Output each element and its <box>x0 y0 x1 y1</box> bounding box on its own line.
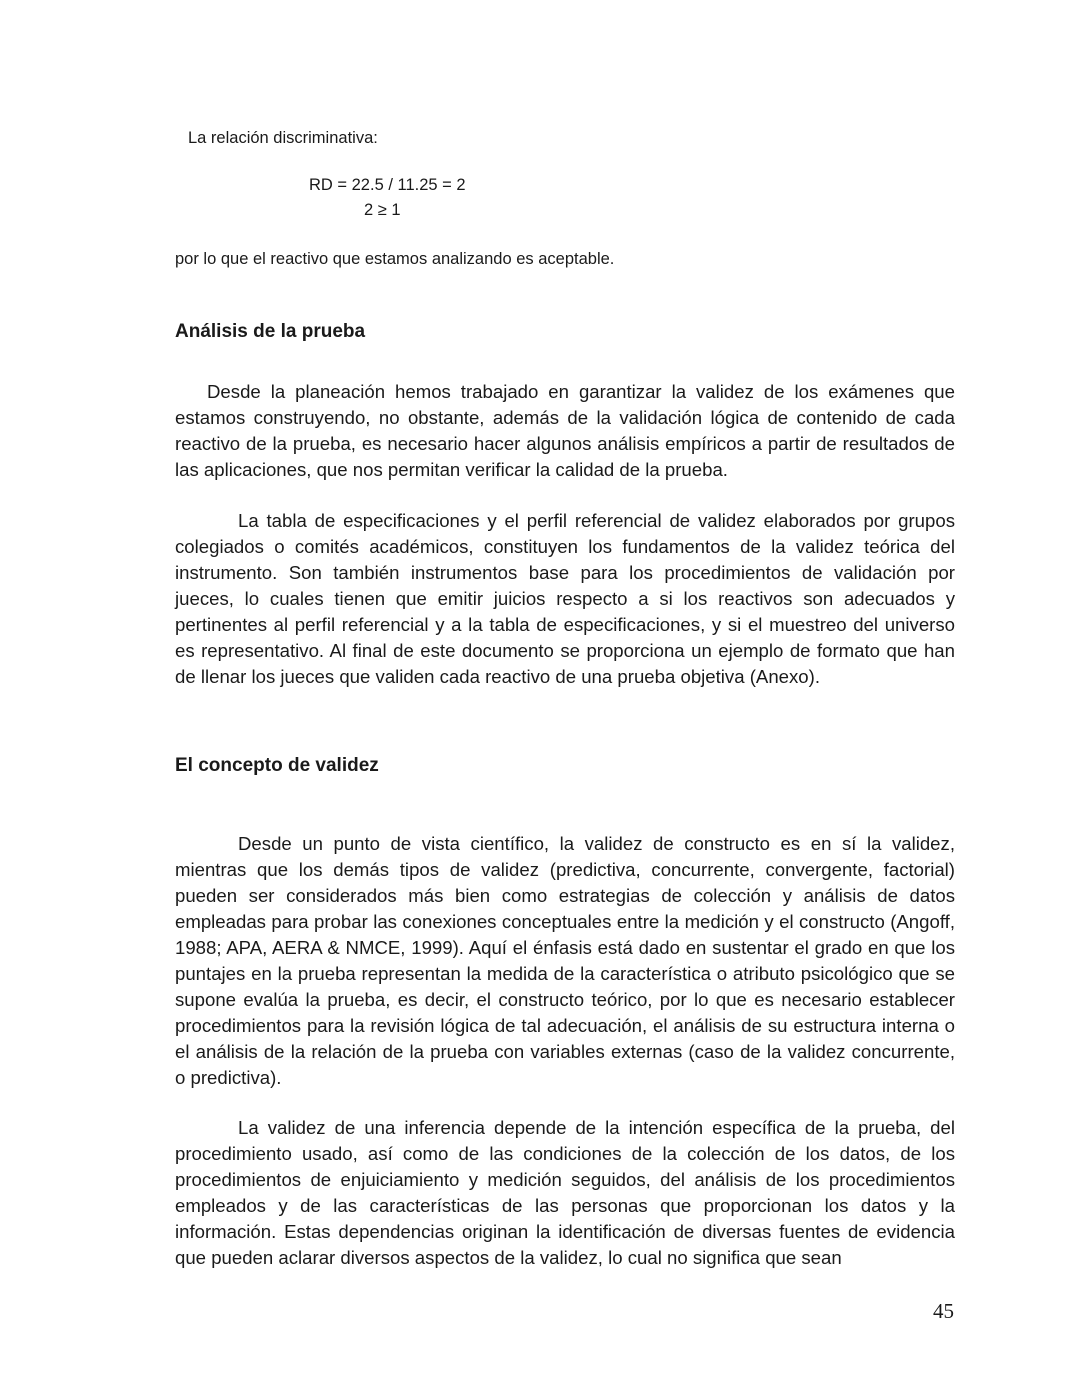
section-heading-validez: El concepto de validez <box>175 755 379 776</box>
discriminative-ratio-label: La relación discriminativa: <box>188 129 378 147</box>
paragraph-analisis-2: La tabla de especificaciones y el perfil referencial de validez elaborados por grupos colegiados o comités académicos, constituyen los fundamentos de la validez teórica del instrumento. Son también instrumentos base para los procedimientos de validación por jueces, lo cuales tienen que emitir juicios respecto a si los reactivos son adecuados y pertinentes al perfil referencial y a la tabla de especificaciones, y si el muestreo del universo es representativo. Al final de este documento se proporciona un ejemplo de formato que han de llenar los jueces que validen cada reactivo de una prueba objetiva (Anexo). <box>175 510 955 687</box>
formula-line-1: RD = 22.5 / 11.25 = 2 <box>309 176 466 194</box>
paragraph-analisis-1: Desde la planeación hemos trabajado en garantizar la validez de los exámenes que estamos construyendo, no obstante, además de la validación lógica de contenido de cada reactivo de la prueba, es necesario hacer algunos análisis empíricos a partir de resultados de las aplicaciones, que nos permitan verificar la calidad de la prueba. <box>175 381 955 480</box>
page-number: 45 <box>933 1299 954 1323</box>
section-heading-analisis: Análisis de la prueba <box>175 321 366 342</box>
paragraph-validez-1: Desde un punto de vista científico, la validez de constructo es en sí la validez, mientras que los demás tipos de validez (predictiva, concurrente, convergente, factorial) pueden ser considerados más bien como estrategias de colección y análisis de datos empleadas para probar las conexiones conceptuales entre la medición y el constructo (Angoff, 1988; APA, AERA & NMCE, 1999). Aquí el énfasis está dado en sustentar el grado en que los puntajes en la prueba representan la medida de la característica o atributo psicológico que se supone evalúa la prueba, es decir, el constructo teórico, por lo que es necesario establecer procedimientos para la revisión lógica de tal adecuación, el análisis de su estructura interna o el análisis de la relación de la prueba con variables externas (caso de la validez concurrente, o predictiva). <box>175 833 955 1088</box>
formula-line-2: 2 ≥ 1 <box>364 201 401 219</box>
paragraph-validez-2: La validez de una inferencia depende de la intención específica de la prueba, del procedimiento usado, así como de las condiciones de la colección de los datos, de los procedimientos de enjuiciamiento y medición seguidos, del análisis de los procedimientos empleados y de las características de las personas que proporcionan los datos y la información. Estas dependencias originan la identificación de diversas fuentes de evidencia que pueden aclarar diversos aspectos de la validez, lo cual no significa que sean <box>175 1117 955 1268</box>
conclusion-text: por lo que el reactivo que estamos analizando es aceptable. <box>175 250 615 268</box>
